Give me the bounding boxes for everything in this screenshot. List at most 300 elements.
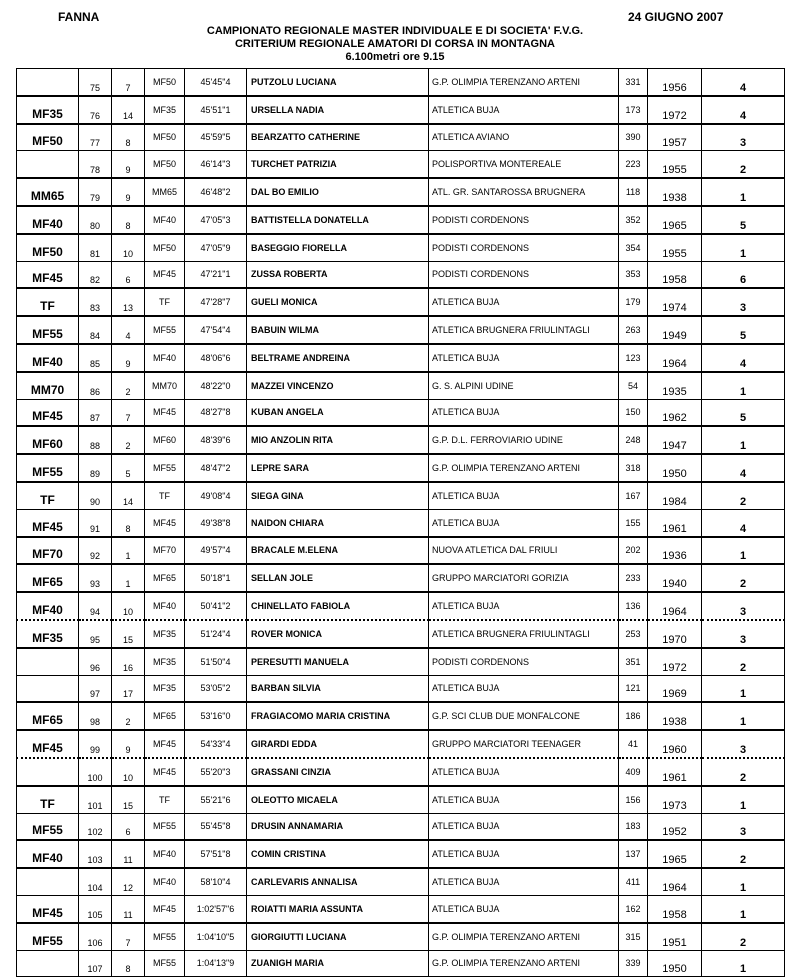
category-position-cell: 9	[112, 730, 145, 758]
table-row	[17, 840, 785, 868]
overall-position-cell: 98	[79, 702, 112, 730]
club-cell: G.P. SCI CLUB DUE MONFALCONE	[429, 702, 619, 730]
category-group-cell: MF60	[17, 426, 79, 454]
category-group-cell: MF45	[17, 895, 79, 922]
table-row	[17, 399, 785, 426]
bib-number-cell: 162	[619, 895, 648, 922]
category-position-cell: 15	[112, 786, 145, 813]
finish-time-cell: 1:02'57"6	[185, 895, 247, 922]
overall-position-cell: 88	[79, 426, 112, 454]
birth-year-cell: 1950	[648, 950, 702, 977]
category-cell: MF55	[145, 454, 185, 482]
birth-year-cell: 1956	[648, 69, 702, 96]
bib-number-cell: 318	[619, 454, 648, 482]
finish-time-cell: 47'28"7	[185, 288, 247, 316]
table-row	[17, 344, 785, 372]
table-row	[17, 758, 785, 786]
category-position-cell: 11	[112, 895, 145, 922]
category-group-cell: MF55	[17, 923, 79, 950]
category-position-cell: 1	[112, 564, 145, 592]
athlete-name-cell: NAIDON CHIARA	[247, 509, 429, 536]
points-cell: 3	[702, 124, 785, 151]
points-cell: 4	[702, 69, 785, 96]
finish-time-cell: 53'16"0	[185, 702, 247, 730]
category-position-cell: 11	[112, 840, 145, 868]
overall-position-cell: 107	[79, 950, 112, 977]
athlete-name-cell: DAL BO EMILIO	[247, 178, 429, 206]
points-cell: 1	[702, 950, 785, 977]
category-group-cell: MF40	[17, 592, 79, 620]
athlete-name-cell: MIO ANZOLIN RITA	[247, 426, 429, 454]
bib-number-cell: 315	[619, 923, 648, 950]
points-cell: 3	[702, 288, 785, 316]
category-group-cell	[17, 69, 79, 96]
finish-time-cell: 45'59"5	[185, 124, 247, 151]
birth-year-cell: 1965	[648, 840, 702, 868]
athlete-name-cell: SELLAN JOLE	[247, 564, 429, 592]
birth-year-cell: 1947	[648, 426, 702, 454]
club-cell: ATLETICA AVIANO	[429, 124, 619, 151]
athlete-name-cell: CHINELLATO FABIOLA	[247, 592, 429, 620]
category-group-cell: MF40	[17, 206, 79, 234]
race-distance-subtitle: 6.100metri ore 9.15	[345, 51, 445, 63]
overall-position-cell: 102	[79, 813, 112, 840]
location-label: FANNA	[58, 10, 100, 24]
criterium-title: CRITERIUM REGIONALE AMATORI DI CORSA IN MONTAGNA	[234, 38, 555, 50]
athlete-name-cell: ROVER MONICA	[247, 620, 429, 648]
birth-year-cell: 1972	[648, 96, 702, 124]
category-cell: MF35	[145, 675, 185, 702]
overall-position-cell: 89	[79, 454, 112, 482]
category-cell: MF45	[145, 758, 185, 786]
category-group-cell: MF35	[17, 96, 79, 124]
category-group-cell: MF45	[17, 509, 79, 536]
birth-year-cell: 1951	[648, 923, 702, 950]
table-row	[17, 786, 785, 813]
category-cell: MF40	[145, 344, 185, 372]
finish-time-cell: 1:04'10"5	[185, 923, 247, 950]
athlete-name-cell: GRASSANI CINZIA	[247, 758, 429, 786]
category-position-cell: 8	[112, 950, 145, 977]
bib-number-cell: 41	[619, 730, 648, 758]
points-cell: 1	[702, 675, 785, 702]
category-position-cell: 15	[112, 620, 145, 648]
bib-number-cell: 390	[619, 124, 648, 151]
category-cell: MF35	[145, 620, 185, 648]
bib-number-cell: 136	[619, 592, 648, 620]
birth-year-cell: 1957	[648, 124, 702, 151]
category-cell: MM65	[145, 178, 185, 206]
category-position-cell: 7	[112, 69, 145, 96]
category-cell: TF	[145, 288, 185, 316]
category-position-cell: 7	[112, 923, 145, 950]
table-row	[17, 620, 785, 648]
bib-number-cell: 352	[619, 206, 648, 234]
finish-time-cell: 48'22"0	[185, 372, 247, 399]
bib-number-cell: 121	[619, 675, 648, 702]
overall-position-cell: 77	[79, 124, 112, 151]
category-group-cell: TF	[17, 482, 79, 509]
overall-position-cell: 96	[79, 648, 112, 675]
points-cell: 4	[702, 454, 785, 482]
category-cell: MF55	[145, 923, 185, 950]
points-cell: 1	[702, 426, 785, 454]
points-cell: 1	[702, 234, 785, 261]
finish-time-cell: 58'10"4	[185, 868, 247, 895]
finish-time-cell: 55'20"3	[185, 758, 247, 786]
finish-time-cell: 46'48"2	[185, 178, 247, 206]
finish-time-cell: 50'41"2	[185, 592, 247, 620]
table-row	[17, 648, 785, 675]
club-cell: ATLETICA BUJA	[429, 813, 619, 840]
finish-time-cell: 54'33"4	[185, 730, 247, 758]
points-cell: 3	[702, 592, 785, 620]
category-position-cell: 10	[112, 234, 145, 261]
points-cell: 6	[702, 261, 785, 288]
club-cell: ATLETICA BUJA	[429, 344, 619, 372]
finish-time-cell: 48'27"8	[185, 399, 247, 426]
category-position-cell: 7	[112, 399, 145, 426]
category-cell: MF70	[145, 537, 185, 565]
finish-time-cell: 49'38"8	[185, 509, 247, 536]
table-row	[17, 702, 785, 730]
category-group-cell: MF50	[17, 234, 79, 261]
bib-number-cell: 183	[619, 813, 648, 840]
bib-number-cell: 409	[619, 758, 648, 786]
athlete-name-cell: GIRARDI EDDA	[247, 730, 429, 758]
points-cell: 4	[702, 344, 785, 372]
club-cell: ATLETICA BUJA	[429, 868, 619, 895]
bib-number-cell: 186	[619, 702, 648, 730]
overall-position-cell: 93	[79, 564, 112, 592]
overall-position-cell: 83	[79, 288, 112, 316]
athlete-name-cell: DRUSIN ANNAMARIA	[247, 813, 429, 840]
points-cell: 5	[702, 206, 785, 234]
category-cell: MF40	[145, 592, 185, 620]
category-cell: MF35	[145, 648, 185, 675]
category-group-cell: MF45	[17, 261, 79, 288]
finish-time-cell: 48'06"6	[185, 344, 247, 372]
club-cell: ATLETICA BRUGNERA FRIULINTAGLI	[429, 316, 619, 344]
overall-position-cell: 86	[79, 372, 112, 399]
category-group-cell	[17, 950, 79, 977]
birth-year-cell: 1964	[648, 344, 702, 372]
finish-time-cell: 45'51"1	[185, 96, 247, 124]
category-cell: TF	[145, 482, 185, 509]
overall-position-cell: 80	[79, 206, 112, 234]
finish-time-cell: 55'21"6	[185, 786, 247, 813]
athlete-name-cell: ZUSSA ROBERTA	[247, 261, 429, 288]
points-cell: 1	[702, 178, 785, 206]
points-cell: 3	[702, 730, 785, 758]
category-cell: MF65	[145, 702, 185, 730]
birth-year-cell: 1973	[648, 786, 702, 813]
table-row	[17, 261, 785, 288]
club-cell: ATLETICA BUJA	[429, 675, 619, 702]
results-body	[17, 69, 785, 977]
overall-position-cell: 106	[79, 923, 112, 950]
overall-position-cell: 78	[79, 151, 112, 178]
category-group-cell: MF35	[17, 620, 79, 648]
club-cell: ATLETICA BUJA	[429, 288, 619, 316]
category-group-cell: MM70	[17, 372, 79, 399]
table-row	[17, 178, 785, 206]
birth-year-cell: 1962	[648, 399, 702, 426]
birth-year-cell: 1955	[648, 234, 702, 261]
athlete-name-cell: BARBAN SILVIA	[247, 675, 429, 702]
athlete-name-cell: KUBAN ANGELA	[247, 399, 429, 426]
table-row	[17, 426, 785, 454]
table-row	[17, 868, 785, 895]
category-group-cell: MF70	[17, 537, 79, 565]
category-group-cell	[17, 151, 79, 178]
bib-number-cell: 354	[619, 234, 648, 261]
birth-year-cell: 1961	[648, 509, 702, 536]
finish-time-cell: 46'14"3	[185, 151, 247, 178]
athlete-name-cell: PERESUTTI MANUELA	[247, 648, 429, 675]
category-position-cell: 14	[112, 482, 145, 509]
category-cell: MF55	[145, 316, 185, 344]
bib-number-cell: 411	[619, 868, 648, 895]
birth-year-cell: 1958	[648, 895, 702, 922]
table-row	[17, 482, 785, 509]
overall-position-cell: 97	[79, 675, 112, 702]
athlete-name-cell: GUELI MONICA	[247, 288, 429, 316]
points-cell: 1	[702, 537, 785, 565]
birth-year-cell: 1952	[648, 813, 702, 840]
category-group-cell: MF65	[17, 564, 79, 592]
finish-time-cell: 48'47"2	[185, 454, 247, 482]
table-row	[17, 316, 785, 344]
athlete-name-cell: SIEGA GINA	[247, 482, 429, 509]
bib-number-cell: 155	[619, 509, 648, 536]
club-cell: PODISTI CORDENONS	[429, 206, 619, 234]
category-cell: MF55	[145, 950, 185, 977]
athlete-name-cell: BEARZATTO CATHERINE	[247, 124, 429, 151]
championship-title: CAMPIONATO REGIONALE MASTER INDIVIDUALE E DI SOCIETA' F.V.G.	[206, 25, 584, 37]
results-table	[16, 68, 785, 977]
table-row	[17, 96, 785, 124]
birth-year-cell: 1960	[648, 730, 702, 758]
club-cell: GRUPPO MARCIATORI GORIZIA	[429, 564, 619, 592]
birth-year-cell: 1984	[648, 482, 702, 509]
category-position-cell: 5	[112, 454, 145, 482]
athlete-name-cell: CARLEVARIS ANNALISA	[247, 868, 429, 895]
table-row	[17, 675, 785, 702]
club-cell: ATL. GR. SANTAROSSA BRUGNERA	[429, 178, 619, 206]
category-position-cell: 8	[112, 509, 145, 536]
category-position-cell: 16	[112, 648, 145, 675]
category-group-cell: MF65	[17, 702, 79, 730]
birth-year-cell: 1961	[648, 758, 702, 786]
table-row	[17, 923, 785, 950]
table-row	[17, 454, 785, 482]
category-group-cell	[17, 675, 79, 702]
athlete-name-cell: BASEGGIO FIORELLA	[247, 234, 429, 261]
athlete-name-cell: BELTRAME ANDREINA	[247, 344, 429, 372]
club-cell: PODISTI CORDENONS	[429, 234, 619, 261]
athlete-name-cell: LEPRE SARA	[247, 454, 429, 482]
athlete-name-cell: BRACALE M.ELENA	[247, 537, 429, 565]
athlete-name-cell: MAZZEI VINCENZO	[247, 372, 429, 399]
club-cell: GRUPPO MARCIATORI TEENAGER	[429, 730, 619, 758]
points-cell: 2	[702, 758, 785, 786]
finish-time-cell: 49'08"4	[185, 482, 247, 509]
overall-position-cell: 75	[79, 69, 112, 96]
category-cell: MF45	[145, 399, 185, 426]
category-group-cell	[17, 648, 79, 675]
bib-number-cell: 137	[619, 840, 648, 868]
birth-year-cell: 1974	[648, 288, 702, 316]
category-position-cell: 10	[112, 758, 145, 786]
category-position-cell: 6	[112, 813, 145, 840]
birth-year-cell: 1955	[648, 151, 702, 178]
category-group-cell	[17, 868, 79, 895]
club-cell: PODISTI CORDENONS	[429, 648, 619, 675]
bib-number-cell: 150	[619, 399, 648, 426]
category-position-cell: 8	[112, 124, 145, 151]
table-row	[17, 372, 785, 399]
category-position-cell: 13	[112, 288, 145, 316]
club-cell: NUOVA ATLETICA DAL FRIULI	[429, 537, 619, 565]
overall-position-cell: 85	[79, 344, 112, 372]
athlete-name-cell: ROIATTI MARIA ASSUNTA	[247, 895, 429, 922]
category-group-cell: MF55	[17, 316, 79, 344]
bib-number-cell: 118	[619, 178, 648, 206]
club-cell: ATLETICA BUJA	[429, 786, 619, 813]
bib-number-cell: 353	[619, 261, 648, 288]
overall-position-cell: 87	[79, 399, 112, 426]
finish-time-cell: 1:04'13"9	[185, 950, 247, 977]
category-cell: MF40	[145, 206, 185, 234]
points-cell: 4	[702, 96, 785, 124]
birth-year-cell: 1936	[648, 537, 702, 565]
birth-year-cell: 1950	[648, 454, 702, 482]
category-position-cell: 2	[112, 426, 145, 454]
overall-position-cell: 95	[79, 620, 112, 648]
bib-number-cell: 179	[619, 288, 648, 316]
category-position-cell: 9	[112, 151, 145, 178]
category-group-cell: MF55	[17, 813, 79, 840]
category-group-cell: MM65	[17, 178, 79, 206]
bib-number-cell: 233	[619, 564, 648, 592]
bib-number-cell: 223	[619, 151, 648, 178]
category-cell: MF40	[145, 868, 185, 895]
finish-time-cell: 48'39"6	[185, 426, 247, 454]
finish-time-cell: 53'05"2	[185, 675, 247, 702]
club-cell: G.P. OLIMPIA TERENZANO ARTENI	[429, 454, 619, 482]
bib-number-cell: 253	[619, 620, 648, 648]
athlete-name-cell: OLEOTTO MICAELA	[247, 786, 429, 813]
category-position-cell: 1	[112, 537, 145, 565]
club-cell: ATLETICA BUJA	[429, 895, 619, 922]
category-cell: MF35	[145, 96, 185, 124]
birth-year-cell: 1965	[648, 206, 702, 234]
table-row	[17, 124, 785, 151]
overall-position-cell: 82	[79, 261, 112, 288]
bib-number-cell: 351	[619, 648, 648, 675]
club-cell: ATLETICA BRUGNERA FRIULINTAGLI	[429, 620, 619, 648]
athlete-name-cell: BATTISTELLA DONATELLA	[247, 206, 429, 234]
club-cell: ATLETICA BUJA	[429, 592, 619, 620]
category-cell: MF45	[145, 509, 185, 536]
overall-position-cell: 91	[79, 509, 112, 536]
athlete-name-cell: FRAGIACOMO MARIA CRISTINA	[247, 702, 429, 730]
points-cell: 1	[702, 372, 785, 399]
club-cell: G.P. OLIMPIA TERENZANO ARTENI	[429, 950, 619, 977]
finish-time-cell: 45'45"4	[185, 69, 247, 96]
points-cell: 4	[702, 509, 785, 536]
category-cell: MF50	[145, 151, 185, 178]
overall-position-cell: 79	[79, 178, 112, 206]
category-cell: MF60	[145, 426, 185, 454]
category-position-cell: 9	[112, 178, 145, 206]
athlete-name-cell: URSELLA NADIA	[247, 96, 429, 124]
bib-number-cell: 339	[619, 950, 648, 977]
table-row	[17, 950, 785, 977]
category-cell: MF55	[145, 813, 185, 840]
table-row	[17, 813, 785, 840]
birth-year-cell: 1935	[648, 372, 702, 399]
category-cell: MF65	[145, 564, 185, 592]
finish-time-cell: 47'05"3	[185, 206, 247, 234]
club-cell: PODISTI CORDENONS	[429, 261, 619, 288]
birth-year-cell: 1970	[648, 620, 702, 648]
club-cell: POLISPORTIVA MONTEREALE	[429, 151, 619, 178]
category-position-cell: 14	[112, 96, 145, 124]
overall-position-cell: 100	[79, 758, 112, 786]
table-row	[17, 151, 785, 178]
bib-number-cell: 331	[619, 69, 648, 96]
points-cell: 2	[702, 564, 785, 592]
table-row	[17, 564, 785, 592]
category-cell: MF40	[145, 840, 185, 868]
overall-position-cell: 92	[79, 537, 112, 565]
table-row	[17, 69, 785, 96]
finish-time-cell: 49'57"4	[185, 537, 247, 565]
table-row	[17, 730, 785, 758]
club-cell: G.P. OLIMPIA TERENZANO ARTENI	[429, 69, 619, 96]
club-cell: G. S. ALPINI UDINE	[429, 372, 619, 399]
category-cell: MF45	[145, 261, 185, 288]
finish-time-cell: 57'51"8	[185, 840, 247, 868]
category-cell: MF50	[145, 124, 185, 151]
category-position-cell: 4	[112, 316, 145, 344]
birth-year-cell: 1964	[648, 592, 702, 620]
overall-position-cell: 105	[79, 895, 112, 922]
category-cell: MF45	[145, 730, 185, 758]
overall-position-cell: 76	[79, 96, 112, 124]
category-cell: MM70	[145, 372, 185, 399]
birth-year-cell: 1949	[648, 316, 702, 344]
overall-position-cell: 90	[79, 482, 112, 509]
birth-year-cell: 1938	[648, 178, 702, 206]
finish-time-cell: 47'54"4	[185, 316, 247, 344]
points-cell: 1	[702, 702, 785, 730]
bib-number-cell: 202	[619, 537, 648, 565]
category-group-cell: MF55	[17, 454, 79, 482]
finish-time-cell: 55'45"8	[185, 813, 247, 840]
bib-number-cell: 248	[619, 426, 648, 454]
birth-year-cell: 1969	[648, 675, 702, 702]
birth-year-cell: 1958	[648, 261, 702, 288]
bib-number-cell: 263	[619, 316, 648, 344]
overall-position-cell: 94	[79, 592, 112, 620]
date-label: 24 GIUGNO 2007	[628, 10, 724, 24]
athlete-name-cell: ZUANIGH MARIA	[247, 950, 429, 977]
points-cell: 3	[702, 620, 785, 648]
category-cell: TF	[145, 786, 185, 813]
